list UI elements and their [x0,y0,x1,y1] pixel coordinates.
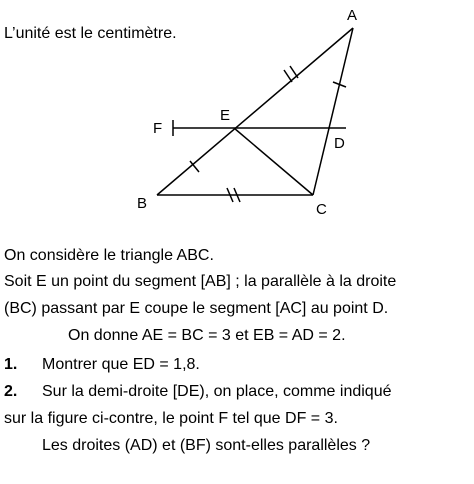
point-label-d: D [334,135,345,152]
segment-ec [234,128,313,195]
segment-ab [157,28,353,195]
question-1-text: Montrer que ED = 1,8. [42,356,200,373]
point-label-a: A [347,7,358,24]
statement-line-2: Soit E un point du segment [AB] ; la parallèle à la droite [4,273,397,290]
question-2-text: Sur la demi-droite [DE), on place, comme indiqué [42,383,392,400]
question-2-number: 2. [4,383,18,400]
point-label-b: B [137,195,148,212]
statement-line-3: (BC) passant par E coupe le segment [AC] au point D. [4,300,389,317]
question-1-number: 1. [4,356,18,373]
tick-ae-2 [290,66,298,78]
segment-ca [313,28,353,195]
point-label-c: C [316,201,327,218]
question-2-continuation: sur la figure ci-contre, le point F tel que DF = 3. [4,410,338,427]
statement-line-4: On donne AE = BC = 3 et EB = AD = 2. [68,327,346,344]
point-label-e: E [220,107,231,124]
geometry-figure [0,0,474,240]
unit-note: L’unité est le centimètre. [4,25,177,42]
point-label-f: F [153,120,163,137]
statement-line-1: On considère le triangle ABC. [4,247,214,264]
question-2-parallel-question: Les droites (AD) et (BF) sont-elles parallèles ? [42,437,371,454]
tick-ae-1 [284,70,292,82]
